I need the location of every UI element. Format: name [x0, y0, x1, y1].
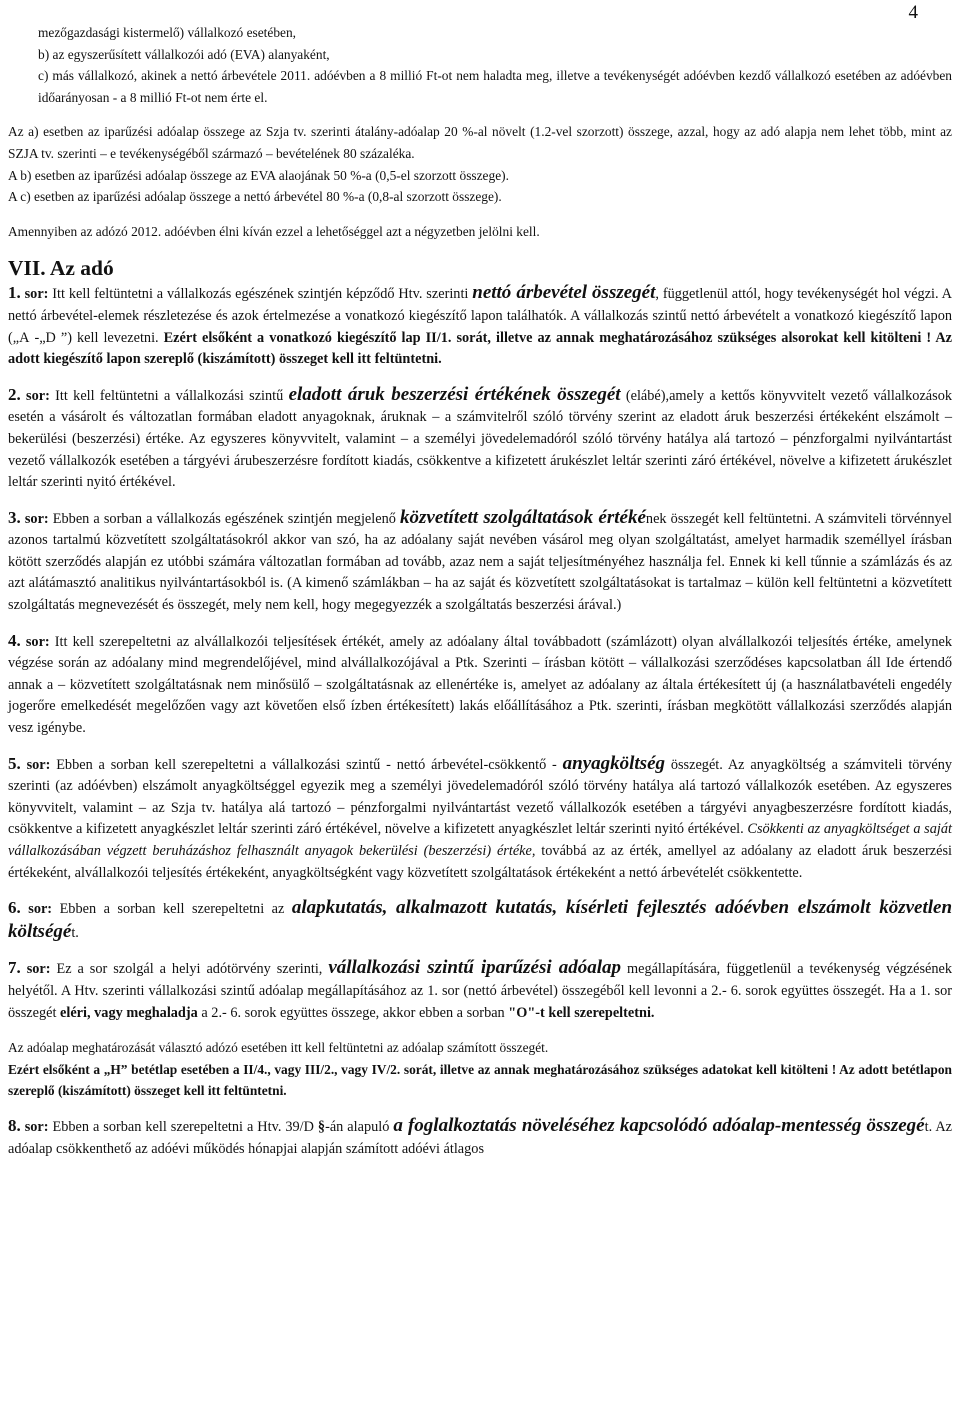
- row-7-text-b: megállapítására, függetlenül a tevékenység végzésének helyétől. A Htv. szerinti vállalkozási szintű adóalap megállapításához az 1. sor (nettó árbevétel) összegéből kell levonni a 2.- 6. sorok együttes összegét. Ha a 1. sor összegét: [8, 961, 953, 1021]
- row-7-text-c: a 2.- 6. sorok együttes összege, akkor ebben a sorban: [197, 1004, 509, 1021]
- row-number: 5.: [8, 753, 21, 773]
- row-6-keyword: alapkutatás, alkalmazott kutatás, kísérleti fejlesztés adóévben elszámolt közvetlen költségé: [8, 897, 953, 942]
- row-number: 2.: [8, 384, 21, 404]
- row-7-note-bold: Ezért elsőként a „H” betétlap esetében a II/4., vagy III/2., vagy IV/2. sorát, illetve az annak meghatározásához szükséges adatokat kell kitölteni ! Az adott betétlapon szereplő (kiszámított) összeget kell itt feltüntetni.: [8, 1061, 952, 1099]
- row-label: sor:: [28, 901, 53, 918]
- intro-line-1: mezőgazdasági kistermelő) vállalkozó esetében,: [38, 25, 297, 40]
- section-title: VII. Az adó: [8, 256, 114, 281]
- row-3-text-a: Ebben a sorban a vállalkozás egészének szintjén megjelenő: [52, 510, 400, 527]
- row-7-paragraph: [8, 957, 952, 1024]
- row-5-paragraph: [8, 753, 952, 885]
- rule-c: A c) esetben az iparűzési adóalap összege a nettó árbevétel 80 %-a (0,8-al szorzott összege).: [8, 189, 502, 205]
- row-8-paragraph: [8, 1115, 952, 1160]
- row-5-text-a: Ebben a sorban kell szerepeltetni a vállalkozási szintű - nettó árbevétel-csökkentő -: [56, 756, 563, 773]
- row-1-description: [8, 282, 952, 370]
- row-2-text-a: Itt kell feltüntetni a vállalkozási szintű: [55, 387, 289, 404]
- row-6-text-a: Ebben a sorban kell szerepeltetni az: [59, 901, 292, 918]
- row-label: sor:: [24, 510, 49, 527]
- row-label: sor:: [24, 286, 49, 303]
- row-4-paragraph: [8, 630, 952, 740]
- rules-block: [8, 121, 952, 207]
- row-3-paragraph: [8, 507, 952, 617]
- intro-line-b: b) az egyszerűsített vállalkozói adó (EVA) alanyaként,: [38, 46, 330, 62]
- row-label: sor:: [26, 756, 51, 773]
- row-7-text-a: Ez a sor szolgál a helyi adótörvény szerinti,: [56, 961, 329, 978]
- row-6-description: [8, 897, 952, 944]
- row-2-description: [8, 384, 952, 494]
- row-number: 8.: [8, 1115, 21, 1135]
- row-number: 7.: [8, 958, 21, 978]
- row-5-keyword: anyagköltség: [562, 752, 666, 774]
- row-5-description: [8, 753, 952, 885]
- document-body: [8, 22, 952, 1173]
- amennyiben-block: [8, 221, 952, 243]
- row-3-keyword: közvetített szolgáltatások értéké: [400, 506, 646, 528]
- row-7-keyword: vállalkozási szintű iparűzési adóalap: [328, 957, 622, 979]
- page-number: 4: [908, 2, 918, 23]
- row-4-description: [8, 630, 952, 740]
- row-2-keyword: eladott áruk beszerzési értékének összegét: [288, 383, 621, 405]
- row-8-description: [8, 1115, 952, 1160]
- row-7-bold-1: eléri, vagy meghaladja: [60, 1004, 198, 1021]
- row-6-text-b: t.: [71, 924, 79, 941]
- row-8-text-c: t. Az adóalap csökkenthető az adóévi működés hónapjai alapján számított adóévi átlagos: [8, 1118, 952, 1157]
- row-1-paragraph: [8, 282, 952, 370]
- row-number: 3.: [8, 507, 21, 527]
- row-number: 4.: [8, 630, 21, 650]
- row-5-text-c: továbbá az az érték, amellyel az adóalany az eladott áruk beszerzési értékeként, alvállalkozói teljesítés értékeként, anyagköltségként vagy közvetített szolgáltatások értékeként a nettó árbevételét csökkentette.: [8, 843, 952, 881]
- row-4-text-a: Itt kell szerepeltetni az alvállalkozói teljesítések értékét, amely az adóalany által továbbadott (számlázott) olyan alvállalkozói teljesítés értéke, amelynek végzése során az adóalany mind megrendelőjével, mind alvállalkozójával a Ptk. Szerinti – írásban kötött – vállalkozási szerződéses kapcsolatban áll Ide értendő annak a – közvetített szolgáltatásnak nem minősülő – szolgáltatásnak az ellenértéke is, amelyet az adóalany az általa értékesített új (a használatbavételi engedély jogerőre emelkedését megelőzően vagy azt követően első ízben értékesített) lakás előállításához a Ptk. szerinti, írásban megkötött vállalkozási szerződés alapján vesz igénybe.: [8, 633, 953, 737]
- row-7-description: [8, 957, 952, 1024]
- row-8-bold-1: §: [317, 1118, 326, 1135]
- row-label: sor:: [26, 387, 50, 404]
- row-number: 1.: [8, 283, 21, 303]
- row-8-text-a: Ebben a sorban kell szerepeltetni a Htv. 39/D: [52, 1118, 318, 1135]
- row-2-text-b: (elábé),amely a kettős könyvvitelt vezető vállalkozások esetén a vásárolt és változatlan formában eladott anyagoknak, áruknak – a számvitelről szóló törvény szerint az eladott áruk beszerzési értékeként elszámolt – bekerülési (beszerzési) értéke. Az egyszeres könyvvitelt, valamint – a személyi jövedelemadóról szóló törvény hatálya alá tartozó – pénzforgalmi nyilvántartást vezető vállalkozók esetében a tárgyévi árubeszerzésre fordított kiadás, csökkentve a kifizetett árukészlet leltár szerinti záró értékével, növelve a kifizetett árukészlet leltár szerinti nyitó értékével.: [8, 387, 953, 491]
- rule-a: Az a) esetben az iparűzési adóalap összege az Szja tv. szerinti átalány-adóalap 20 %-al növelt (1.2-vel szorzott) összege, azzal, hogy az adó alapja nem lehet több, mint az SZJA tv. szerinti – e tevékenységéből származó – bevételének 80 százaléka.: [8, 124, 952, 161]
- row-1-keyword: nettó árbevétel összegét: [472, 282, 656, 304]
- row-7-bold-2: "O"-t kell szerepeltetni.: [508, 1004, 655, 1021]
- row-3-description: [8, 507, 952, 617]
- row-label: sor:: [26, 961, 51, 978]
- row-5-italic: Csökkenti az anyagköltséget a saját vállalkozásában végzett beruházáshoz felhasznált anyagok bekerülési (beszerzési) értéke,: [8, 821, 952, 859]
- row-5-text-b: összegét. Az anyagköltség a számviteli törvény szerinti (az adóévben) elszámolt anyagköltséggel egyezik meg a személyi jövedelemadóról szóló törvény hatálya alá tartozó vállalkozók esetében. Az egyszeres könyvvitelt, valamint – az Szja tv. hatálya alá tartozó – pénzforgalmi nyilvántartást vezető vállalkozók esetében a tárgyévi anyagbeszerzésre fordított kiadás, csökkentve a kifizetett anyagkészlet leltár szerinti záró értékével, növelve a kifizetett anyagkészlet leltár szerinti nyitó értékével.: [8, 756, 952, 838]
- row-8-text-b: -án alapuló: [325, 1118, 394, 1135]
- row-3-text-b: nek összegét kell feltüntetni. A számviteli törvénnyel azonos tartalmú közvetített szolgáltatásokról akkor van szó, ha az adóalany saját nevében vásárol meg olyan szolgáltatást, amelyet harmadik személlyel írásban kötött szerződés alapján ez utóbbi számára változatlan formában ad tovább, azaz nem a saját teljesítményéhez használja fel. Ennek ki kell tűnnie a számlázás és az azt alátámasztó analitikus nyilvántartásokból is. (A kimenő számlákban – ha az saját és közvetített szolgáltatásokat is tartalmaz – külön kell feltüntetni a közvetített szolgáltatás megnevezését és összegét, mely nem kell, hogy megegyezzék a szolgáltatás beszerzési árával.): [8, 510, 953, 614]
- row-7-note-text: Az adóalap meghatározását választó adózó esetében itt kell feltüntetni az adóalap számított összegét.: [8, 1040, 549, 1056]
- row-1-text-b: , függetlenül attól, hogy tevékenységét hol végzi. A nettó árbevétel-elemek részletezése és azok értelmezése a vonatkozó kiegészítő lapon találhatók. A vállalkozás szintű nettó árbevételt a vonatkozó kiegészítő lapon („A -„D ”) kell levezetni.: [8, 286, 952, 346]
- rule-b: A b) esetben az iparűzési adóalap összege az EVA alaojának 50 %-a (0,5-el szorzott összege).: [8, 167, 509, 183]
- row-label: sor:: [25, 633, 50, 650]
- row-1-bold: Ezért elsőként a vonatkozó kiegészítő lap II/1. sorát, illetve az annak meghatározásához szükséges alsorokat kell kitölteni ! Az adott kiegészítő lapon szereplő (kiszámított) összeget kell itt feltüntetni.: [8, 329, 952, 368]
- row-number: 6.: [8, 898, 21, 918]
- row-label: sor:: [24, 1118, 49, 1135]
- row-6-paragraph: [8, 897, 952, 944]
- row-8-keyword: a foglalkoztatás növeléséhez kapcsolódó adóalap-mentesség összegé: [393, 1114, 925, 1136]
- row-2-paragraph: [8, 384, 952, 494]
- intro-line-c: c) más vállalkozó, akinek a nettó árbevétele 2011. adóévben a 8 millió Ft-ot nem haladta meg, illetve a tevékenységét adóévben kezdő vállalkozó esetében az adóévben időarányosan - a 8 millió Ft-ot nem érte el.: [38, 68, 952, 105]
- intro-list: [8, 22, 952, 108]
- row-1-text-a: Itt kell feltüntetni a vállalkozás egészének szintjén képződő Htv. szerinti: [52, 286, 473, 303]
- row-7-note: [8, 1037, 952, 1102]
- amennyiben-text: Amennyiben az adózó 2012. adóévben élni kíván ezzel a lehetőséggel azt a négyzetben jelölni kell.: [8, 223, 540, 239]
